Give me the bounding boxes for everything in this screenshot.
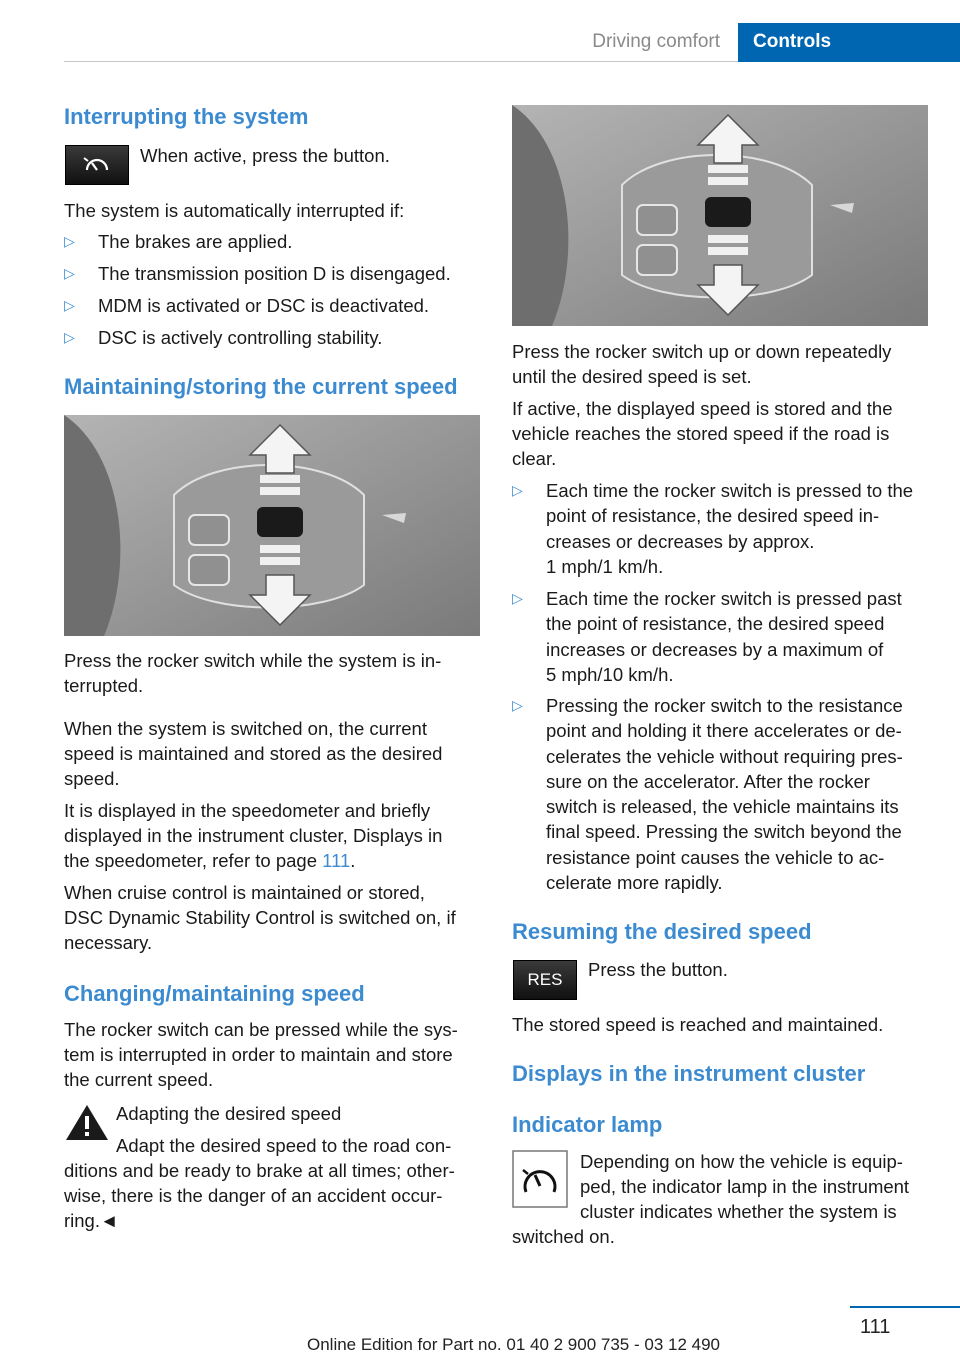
list-item-text: point of resistance, the desired speed in- [546, 505, 880, 527]
heading-interrupting: Interrupting the system [64, 104, 309, 129]
indicator-line-4: switched on. [512, 1226, 615, 1247]
bullet-mark: ▷ [64, 329, 75, 345]
warning-title: Adapting the desired speed [116, 1103, 342, 1124]
bullet-mark: ▷ [64, 233, 75, 249]
list-item [64, 325, 484, 350]
indicator-line-1: Depending on how the vehicle is equip- [580, 1151, 903, 1172]
steering-wheel-rocker-photo-2 [512, 105, 928, 326]
left-paragraph-1-line-2: terrupted. [64, 675, 144, 696]
steering-wheel-rocker-photo [64, 415, 480, 636]
list-item-text: celerates the vehicle without requiring pres- [546, 745, 903, 767]
left-paragraph-3-line-1: It is displayed in the speedometer and briefly [64, 800, 431, 821]
list-item-text: Each time the rocker switch is pressed past [546, 588, 902, 609]
text: . [350, 850, 356, 871]
indicator-line-3: cluster indicates whether the system is [580, 1201, 897, 1222]
left-paragraph-2-line-3: speed. [64, 768, 120, 789]
left-paragraph-3-line-2: displayed in the instrument cluster, Displays in [64, 825, 443, 846]
list-item-text: creases or decreases by approx. [546, 530, 815, 552]
warning-line-1: Adapt the desired speed to the road con- [116, 1135, 452, 1156]
list-item-text: switch is released, the vehicle maintains its [546, 796, 899, 818]
list-item-text: resistance point causes the vehicle to ac- [546, 846, 885, 868]
list-item [64, 293, 484, 318]
warning-line-2: ditions and be ready to brake at all times; other- [64, 1160, 455, 1181]
list-item [512, 693, 932, 895]
left-paragraph-3-line-3 [64, 848, 355, 873]
warning-triangle-icon [64, 1102, 110, 1142]
list-item-text: DSC is actively controlling stability. [98, 327, 383, 348]
left-paragraph-1-line-1: Press the rocker switch while the system is in- [64, 650, 442, 671]
page-number: 111 [860, 1316, 891, 1338]
res-button-image: RES [513, 960, 577, 1000]
auto-interrupt-text: The system is automatically interrupted if: [64, 200, 405, 221]
list-item-text: The transmission position D is disengaged. [98, 263, 451, 284]
left-paragraph-5-line-3: the current speed. [64, 1069, 214, 1090]
cruise-button-image [65, 145, 129, 185]
bullet-mark: ▷ [512, 590, 523, 606]
left-paragraph-5-line-1: The rocker switch can be pressed while the sys- [64, 1019, 458, 1040]
left-paragraph-5-line-2: tem is interrupted in order to maintain and store [64, 1044, 453, 1065]
warning-line-4: ring.◄ [64, 1210, 119, 1231]
right-paragraph-1-line-2: until the desired speed is set. [512, 366, 752, 387]
list-item-text: The brakes are applied. [98, 231, 293, 252]
list-item [64, 229, 484, 254]
list-item-text: celerate more rapidly. [546, 872, 723, 894]
header-section-title[interactable]: Driving comfort [592, 31, 720, 52]
list-item-text: the point of resistance, the desired speed [546, 613, 885, 635]
right-paragraph-2-line-2: vehicle reaches the stored speed if the road is [512, 423, 890, 444]
list-item-text: increases or decreases by a maximum of [546, 638, 884, 660]
cruise-indicator-lamp-icon [512, 1150, 568, 1208]
page-number-rule [850, 1306, 960, 1308]
heading-maintaining: Maintaining/storing the current speed [64, 374, 458, 399]
page-link-111[interactable]: 111 [322, 850, 351, 871]
right-paragraph-1-line-1: Press the rocker switch up or down repeatedly [512, 341, 892, 362]
text: the speedometer, refer to page [64, 850, 323, 871]
footer-edition: Online Edition for Part no. 01 40 2 900 735 - 03 12 490 [306, 1335, 720, 1354]
list-item-text: point and holding it there accelerates or de- [546, 720, 902, 742]
list-item [512, 478, 932, 579]
list-item-text: MDM is activated or DSC is deactivated. [98, 295, 430, 316]
left-paragraph-2-line-1: When the system is switched on, the current [64, 718, 427, 739]
bullet-mark: ▷ [64, 297, 75, 313]
heading-indicator-lamp: Indicator lamp [512, 1112, 663, 1137]
list-item-text: final speed. Pressing the switch beyond the [546, 821, 902, 843]
heading-resuming: Resuming the desired speed [512, 919, 812, 944]
list-item [512, 586, 932, 687]
list-item [64, 261, 484, 286]
interrupt-action-text: When active, press the button. [140, 145, 390, 166]
indicator-line-2: ped, the indicator lamp in the instrument [580, 1176, 910, 1197]
bullet-mark: ▷ [64, 265, 75, 281]
heading-changing: Changing/maintaining speed [64, 981, 365, 1006]
left-paragraph-4-line-3: necessary. [64, 932, 153, 953]
warning-line-3: wise, there is the danger of an accident occur- [64, 1185, 443, 1206]
right-paragraph-2-line-1: If active, the displayed speed is stored and the [512, 398, 893, 419]
right-paragraph-2-line-3: clear. [512, 448, 557, 469]
cruise-speedometer-icon [66, 146, 128, 184]
list-item-text: 1 mph/1 km/h. [546, 555, 664, 577]
left-paragraph-4-line-2: DSC Dynamic Stability Control is switched on, if [64, 907, 456, 928]
list-item-text: Pressing the rocker switch to the resistance [546, 695, 903, 716]
list-item-text: Each time the rocker switch is pressed to the [546, 480, 914, 501]
list-item-text: sure on the accelerator. After the rocker [546, 770, 870, 792]
header-tab-controls[interactable]: Controls [738, 23, 960, 62]
bullet-mark: ▷ [512, 482, 523, 498]
left-paragraph-2-line-2: speed is maintained and stored as the desired [64, 743, 443, 764]
bullet-mark: ▷ [512, 697, 523, 713]
resume-action-text: Press the button. [588, 959, 728, 980]
resume-result-text: The stored speed is reached and maintained. [512, 1014, 884, 1035]
list-item-text: 5 mph/10 km/h. [546, 663, 674, 685]
left-paragraph-4-line-1: When cruise control is maintained or stored, [64, 882, 425, 903]
heading-displays: Displays in the instrument cluster [512, 1061, 866, 1086]
